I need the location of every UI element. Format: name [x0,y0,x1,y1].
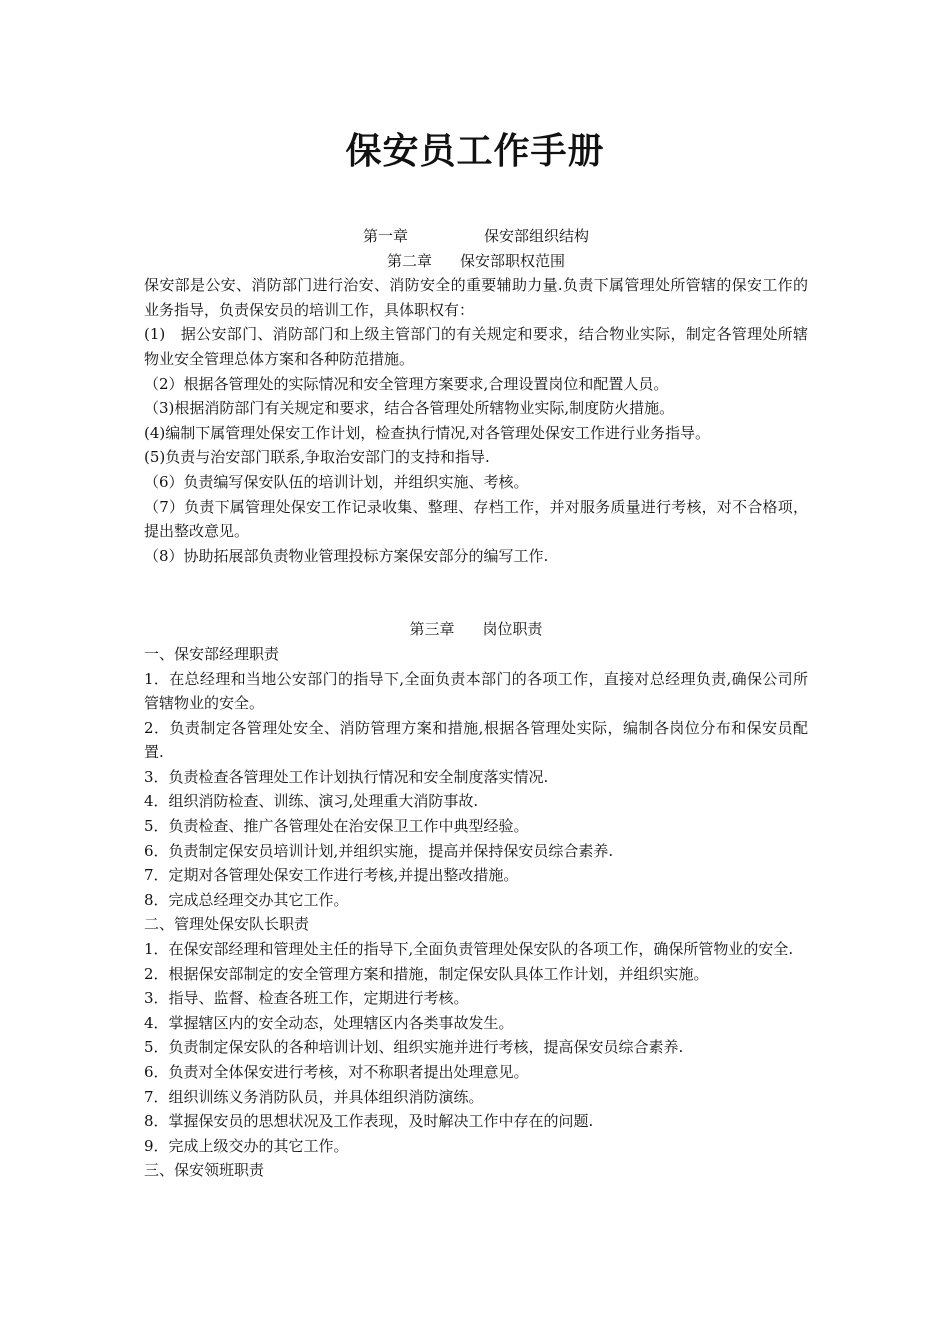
list-item: 9．完成上级交办的其它工作。 [144,1136,349,1155]
chapter-3-heading [144,617,808,642]
chapter-label: 第三章 [409,620,455,639]
chapter-name: 保安部职权范围 [460,251,566,270]
chapter-1-heading [144,224,808,249]
list-item: 3．负责检查各管理处工作计划执行情况和安全制度落实情况. [144,767,549,786]
section-spacer [144,568,808,617]
list-item: (1) 据公安部门、消防部门和上级主管部门的有关规定和要求，结合物业实际，制定各管理处所辖物业安全管理总体方案和各种防范措施。 [144,325,808,368]
list-item: 3．指导、监督、检查各班工作，定期进行考核。 [144,989,469,1008]
list-item: （7）负责下属管理处保安工作记录收集、整理、存档工作，并对服务质量进行考核，对不合格项，提出整改意见。 [144,497,808,541]
document-body [144,224,808,1183]
list-item: （3)根据消防部门有关规定和要求，结合各管理处所辖物业实际,制度防火措施。 [144,399,675,418]
list-item: 2．根据保安部制定的安全管理方案和措施，制定保安队具体工作计划，并组织实施。 [144,964,709,983]
section-heading: 一、保安部经理职责 [144,644,280,663]
list-item: 1．在总经理和当地公安部门的指导下,全面负责本部门的各项工作，直接对总经理负责,确保公司所管辖物业的安全。 [144,669,808,713]
chapter-name: 岗位职责 [482,620,543,639]
list-item: （2）根据各管理处的实际情况和安全管理方案要求,合理设置岗位和配置人员。 [144,374,669,393]
list-item: 4．掌握辖区内的安全动态，处理辖区内各类事故发生。 [144,1013,514,1032]
list-item: 8．掌握保安员的思想状况及工作表现，及时解决工作中存在的问题. [144,1112,594,1131]
document-title: 保安员工作手册 [345,131,605,172]
list-item: （6）负责编写保安队伍的培训计划，并组织实施、考核。 [144,472,529,491]
list-item: 8．完成总经理交办其它工作。 [144,890,349,909]
list-item: （8）协助拓展部负责物业管理投标方案保安部分的编写工作. [144,546,549,565]
list-item: 2．负责制定各管理处安全、消防管理方案和措施,根据各管理处实际，编制各岗位分布和保安员配置. [144,718,808,762]
list-item: 6．负责对全体保安进行考核，对不称职者提出处理意见。 [144,1063,529,1081]
section-heading: 二、管理处保安队长职责 [144,915,310,934]
list-item: 7．定期对各管理处保安工作进行考核,并提出整改措施。 [144,866,519,885]
list-item: 4．组织消防检查、训练、演习,处理重大消防事故. [144,792,479,811]
chapter-2-intro: 保安部是公安、消防部门进行治安、消防安全的重要辅助力量.负责下属管理处所管辖的保安工作的业务指导，负责保安员的培训工作，具体职权有： [144,276,808,319]
list-item: 5．负责检查、推广各管理处在治安保卫工作中典型经验。 [144,817,529,836]
list-item: 5．负责制定保安队的各种培训计划、组织实施并进行考核，提高保安员综合素养. [144,1038,684,1057]
list-item: 1．在保安部经理和管理处主任的指导下,全面负责管理处保安队的各项工作，确保所管物业的安全. [144,940,794,959]
list-item: (4)编制下属管理处保安工作计划，检查执行情况,对各管理处保安工作进行业务指导。 [144,423,711,442]
section-heading: 三、保安领班职责 [144,1161,265,1180]
list-item: 7．组织训练义务消防队员，并具体组织消防演练。 [144,1087,484,1106]
list-item: (5)负责与治安部门联系,争取治安部门的支持和指导. [144,448,490,467]
chapter-label: 第二章 [386,251,432,270]
list-item: 6．负责制定保安员培训计划,并组织实施，提高并保持保安员综合素养. [144,841,614,860]
chapter-label: 第一章 [362,227,408,245]
chapter-name: 保安部组织结构 [484,227,590,245]
chapter-2-heading [144,249,808,274]
